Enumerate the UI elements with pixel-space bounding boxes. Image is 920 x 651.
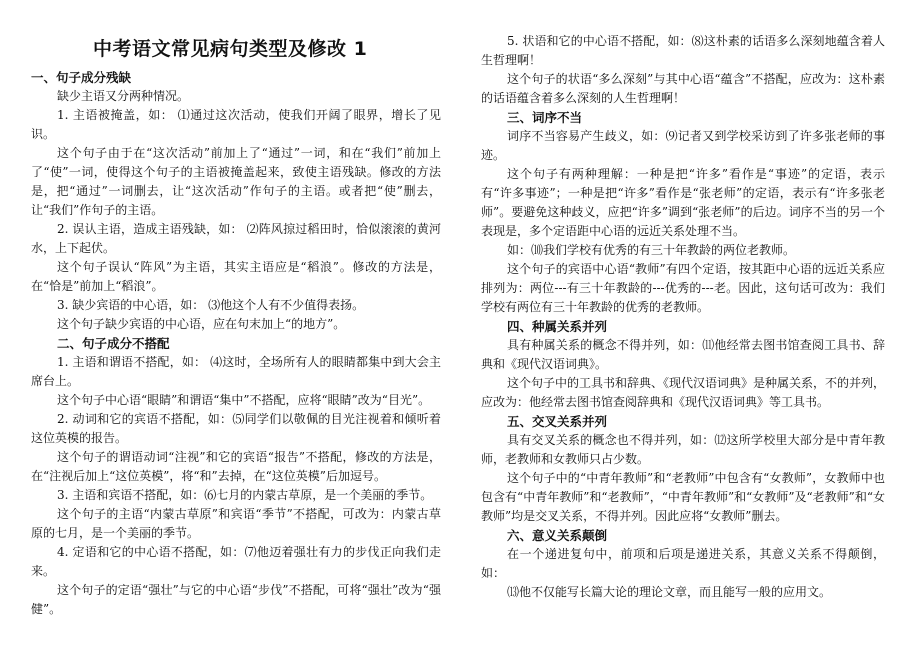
- page-title: 中考语文常见病句类型及修改 1: [93, 38, 368, 60]
- paragraph: 这个句子中的工具书和辞典、《现代汉语词典》是种属关系，不的并列，应改为：他经常去图书馆查阅辞典和《现代汉语词典》等工具书。: [481, 376, 886, 409]
- paragraph: 3. 主语和宾语不搭配，如：⑹七月的内蒙古草原，是一个美丽的季节。: [57, 488, 433, 502]
- paragraph: 这个句子的主语“内蒙古草原”和宾语“季节”不搭配，可改为：内蒙古草原的七月，是一个美丽的季节。: [31, 507, 441, 540]
- section-heading-3: 三、词序不当: [507, 110, 583, 125]
- paragraph: 1. 主语和谓语不搭配，如： ⑷这时，全场所有人的眼睛都集中到大会主席台上。: [31, 355, 441, 388]
- paragraph: 2. 误认主语，造成主语残缺，如： ⑵阵风掠过稻田时，恰似滚滚的黄河水，上下起伏。: [31, 222, 441, 255]
- section-heading-4: 四、种属关系并列: [507, 319, 608, 334]
- paragraph: 2. 动词和它的宾语不搭配，如：⑸同学们以敬佩的目光注视着和倾听着这位英模的报告。: [31, 412, 441, 445]
- paragraph: ⒀他不仅能写长篇大论的理论文章，而且能写一般的应用文。: [507, 585, 832, 599]
- paragraph: 这个句子误认“阵风”为主语，其实主语应是“稻浪”。修改的方法是，在“恰是”前加上“稻浪”。: [31, 260, 441, 293]
- paragraph: 这个句子的状语“多么深刻”与其中心语“蕴含”不搭配，应改为：这朴素的话语蕴含着多么深刻的人生哲理啊！: [481, 72, 885, 105]
- left-column: [31, 0, 441, 619]
- paragraph: 具有交叉关系的概念也不得并列，如：⑿这所学校里大部分是中青年教师，老教师和女教师只占少数。: [481, 433, 885, 466]
- paragraph: 词序不当容易产生歧义，如：⑼记者又到学校采访到了许多张老师的事迹。: [481, 129, 885, 162]
- paragraph: 这个句子的谓语动词“注视”和它的宾语“报告”不搭配，修改的方法是，在“注视后加上“这位英模”，将“和”去掉，在“这位英模”后加逗号。: [31, 450, 441, 483]
- paragraph: 这个句子缺少宾语的中心语，应在句末加上“的地方”。: [57, 317, 346, 331]
- section-heading-1: 一、句子成分残缺: [31, 70, 132, 85]
- paragraph: 在一个递进复句中，前项和后项是递进关系，其意义关系不得颠倒，如：: [481, 547, 885, 580]
- paragraph: 这个句子由于在“这次活动”前加上了“通过”一词，和在“我们”前加上了“使”一词，使得这个句子的主语被掩盖起来，致使主语残缺。修改的方法是，把“通过”一词删去，让“这次活动”作句子的主语。或者把“使”删去，让“我们”作句子的主语。: [31, 146, 441, 217]
- right-column: [481, 0, 885, 602]
- paragraph: 1. 主语被掩盖，如： ⑴通过这次活动，使我们开阔了眼界，增长了见识。: [31, 108, 441, 141]
- paragraph: 具有种属关系的概念不得并列，如：⑾他经常去图书馆查阅工具书、辞典和《现代汉语词典》。: [481, 338, 885, 371]
- paragraph: 这个句子中心语“眼睛”和谓语“集中”不搭配，应将“眼睛”改为“目光”。: [57, 393, 431, 407]
- paragraph: 5. 状语和它的中心语不搭配，如：⑻这朴素的话语多么深刻地蕴含着人生哲理啊！: [481, 34, 885, 67]
- paragraph: 缺少主语又分两种情况。: [57, 89, 190, 103]
- paragraph: 如：⑽我们学校有优秀的有三十年教龄的两位老教师。: [507, 243, 796, 257]
- section-heading-5: 五、交叉关系并列: [507, 414, 608, 429]
- paragraph: 这个句子的宾语中心语“教师”有四个定语，按其距中心语的远近关系应排列为：两位---有三十年教龄的---优秀的---老。因此，这句话可改为：我们学校有两位有三十年教龄的优秀的老教师。: [481, 262, 885, 314]
- section-heading-2: 二、句子成分不搭配: [57, 336, 170, 351]
- paragraph: 这个句子中的“中青年教师”和“老教师”中包含有“女教师”，女教师中也包含有“中青年教师”和“老教师”，“中青年教师”和“女教师”及“老教师”和“女教师”均是交叉关系，不得并列。因此应将“女教师”删去。: [481, 471, 885, 523]
- paragraph: 4. 定语和它的中心语不搭配，如：⑺他迈着强壮有力的步伐正向我们走来。: [31, 545, 441, 578]
- paragraph: 这个句子的定语“强壮”与它的中心语“步伐”不搭配，可将“强壮”改为“强健”。: [31, 583, 441, 616]
- paragraph: 这个句子有两种理解：一种是把“许多”看作是“事迹”的定语，表示有“许多事迹”；一种是把“许多”看作是“张老师”的定语，表示有“许多张老师”。要避免这种歧义，应把“许多”调到“张老师”的后边。词序不当的另一个表现是，多个定语距中心语的远近关系处理不当。: [481, 167, 885, 238]
- section-heading-6: 六、意义关系颠倒: [507, 528, 608, 543]
- paragraph: 3. 缺少宾语的中心语，如： ⑶他这个人有不少值得表扬。: [57, 298, 365, 312]
